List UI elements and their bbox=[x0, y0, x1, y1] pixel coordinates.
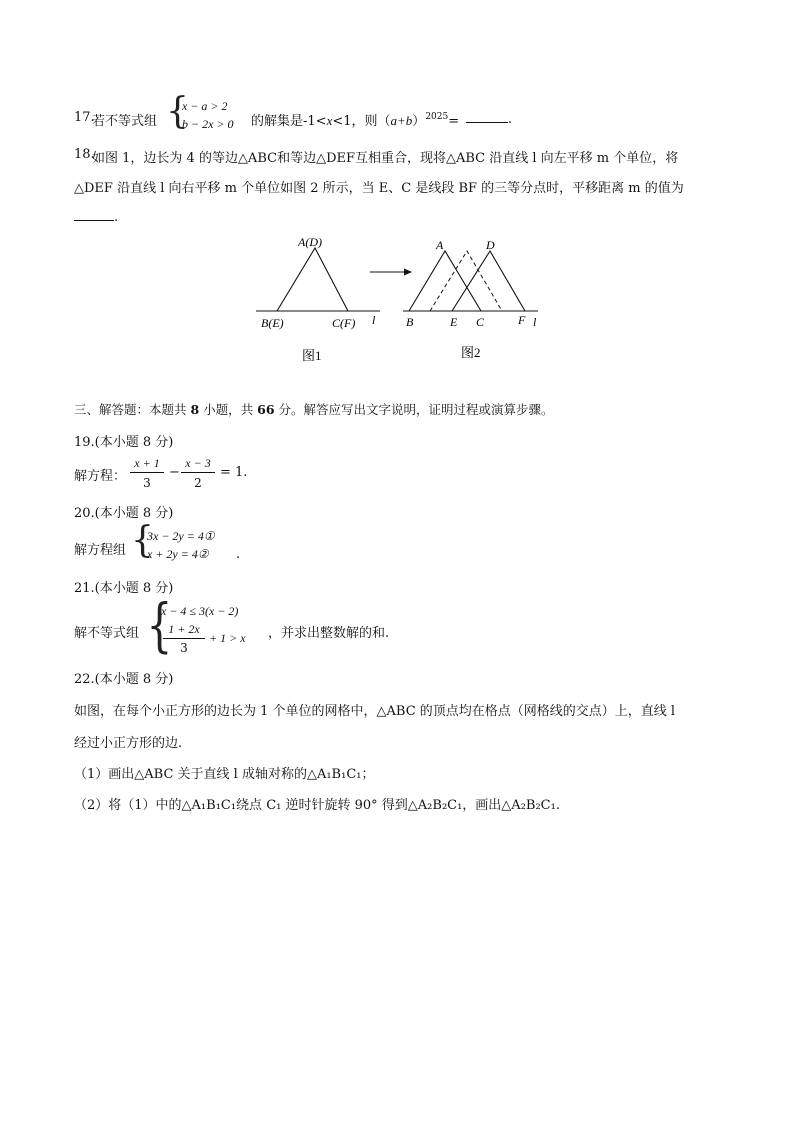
fig1-label-top: A(D) bbox=[298, 235, 322, 249]
q19-denominator-1: 3 bbox=[143, 476, 151, 490]
q21-fraction-bar bbox=[163, 638, 205, 639]
arrow-icon bbox=[404, 269, 412, 276]
fig1-caption: 图1 bbox=[302, 348, 322, 363]
q21-header: 21.(本小题 8 分) bbox=[74, 581, 174, 596]
q20-eq2: x + 2y = 4② bbox=[147, 547, 209, 561]
fig1-label-l: l bbox=[372, 313, 376, 327]
q20-prefix: 解方程组 bbox=[74, 543, 127, 558]
fig2-label-e: E bbox=[450, 315, 458, 329]
q21-ineq1: x − 4 ≤ 3(x − 2) bbox=[161, 604, 239, 618]
q17-solution-text: 的解集是-1<x<1，则$(a+b)^{2025}=$ bbox=[251, 112, 460, 129]
q17-brace: { bbox=[166, 91, 189, 132]
q17-ineq1: x − a > 2 bbox=[182, 99, 228, 113]
q17-number: 17. bbox=[74, 110, 95, 125]
fig2-label-b: B bbox=[406, 315, 414, 329]
fig2-caption: 图2 bbox=[461, 345, 481, 360]
q18-number: 18. bbox=[74, 147, 95, 162]
q19-denominator-2: 2 bbox=[194, 476, 202, 490]
q22-line2: 经过小正方形的边. bbox=[74, 736, 183, 751]
q19-header: 19.(本小题 8 分) bbox=[74, 435, 174, 450]
q19-numerator-1: x + 1 bbox=[134, 456, 160, 470]
q21-tail: + 1 > x bbox=[209, 631, 246, 645]
fig2-label-l: l bbox=[533, 315, 537, 329]
q21-prefix: 解不等式组 bbox=[74, 626, 140, 641]
q17-ineq2: b − 2x > 0 bbox=[182, 117, 234, 131]
fig2-label-a: A bbox=[436, 238, 444, 252]
fig2-label-c: C bbox=[476, 315, 485, 329]
fig1-triangle bbox=[277, 248, 348, 311]
q22-part1: （1）画出△ABC 关于直线 l 成轴对称的△A₁B₁C₁； bbox=[74, 767, 375, 782]
q17-answer-blank[interactable]: . bbox=[466, 110, 512, 127]
q19-prefix: 解方程： bbox=[74, 469, 127, 484]
q22-part2: （2）将（1）中的△A₁B₁C₁绕点 C₁ 逆时针旋转 90° 得到△A₂B₂C₁，画出△A₂B₂C₁. bbox=[74, 798, 560, 813]
q19-numerator-2: x − 3 bbox=[185, 456, 211, 470]
q20-eq1: 3x − 2y = 4① bbox=[147, 529, 215, 543]
q20-header: 20.(本小题 8 分) bbox=[74, 506, 174, 521]
q21-numerator: 1 + 2x bbox=[168, 622, 200, 636]
q21-brace: { bbox=[146, 591, 173, 659]
q18-answer-blank[interactable]: . bbox=[74, 208, 118, 225]
q21-suffix: ，并求出整数解的和. bbox=[268, 626, 390, 641]
section-3-heading: 三、解答题：本题共 8 小题，共 66 分。解答应写出文字说明，证明过程或演算步骤。 bbox=[74, 402, 554, 417]
q18-line1: 如图 1，边长为 4 的等边△ABC和等边△DEF互相重合，现将△ABC 沿直线 l 向左平移 m 个单位，将 bbox=[92, 151, 679, 166]
fig2-label-d: D bbox=[486, 238, 495, 252]
q20-brace: { bbox=[131, 520, 154, 561]
fig1-label-left: B(E) bbox=[261, 316, 284, 330]
fig2-original-triangle-dashed bbox=[430, 251, 502, 311]
fig2-triangle-abc bbox=[409, 251, 481, 311]
q20-end: . bbox=[236, 547, 241, 562]
q19-rhs: = 1. bbox=[220, 465, 248, 480]
q19-minus: − bbox=[169, 465, 180, 480]
q17-prefix: 若不等式组 bbox=[92, 114, 158, 129]
fig2-label-f: F bbox=[518, 313, 526, 327]
fig1-label-right: C(F) bbox=[332, 316, 356, 330]
q22-line1: 如图，在每个小正方形的边长为 1 个单位的网格中，△ABC 的顶点均在格点（网格线的交点）上，直线 l bbox=[74, 704, 676, 719]
q21-denominator: 3 bbox=[180, 641, 188, 655]
q19-fraction-bar-1 bbox=[130, 472, 164, 473]
q22-header: 22.(本小题 8 分) bbox=[74, 672, 174, 687]
q18-figures bbox=[240, 230, 560, 365]
q19-fraction-bar-2 bbox=[181, 472, 215, 473]
q18-line2: △DEF 沿直线 l 向右平移 m 个单位如图 2 所示，当 E、C 是线段 BF 的三等分点时，平移距离 m 的值为 bbox=[74, 181, 684, 196]
